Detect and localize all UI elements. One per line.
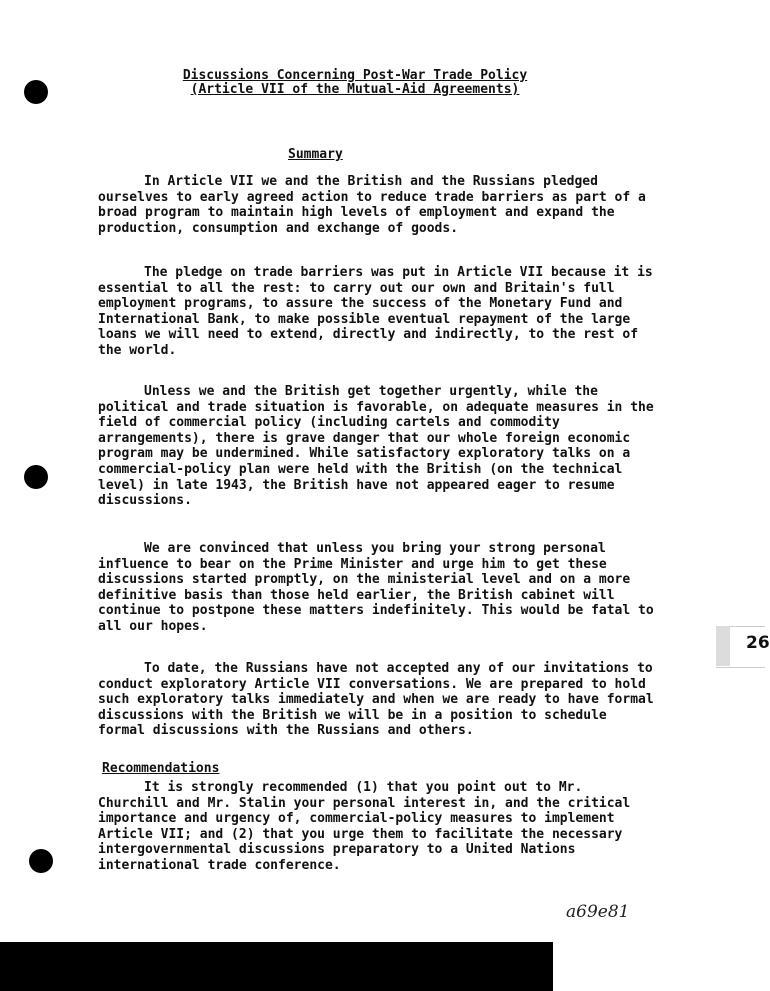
document-title-line-2: (Article VII of the Mutual-Aid Agreements) — [190, 82, 520, 97]
paragraph-british-urgency: Unless we and the British get together urgently, while the political and trade situation is favorable, on adequate measures in the field of commercial policy (including cartels and commodity arrangements), there is grave danger that our whole foreign economic program may be undermined. While satisfactory exploratory talks on a commercial-policy plan were held with the British (on the technical level) in late 1943, the British have not appeared eager to resume discussions. — [98, 384, 654, 509]
paragraph-personal-influence: We are convinced that unless you bring your strong personal influence to bear on the Prime Minister and urge him to get these discussions started promptly, on the ministerial level and on a more definitive basis than those held earlier, the British cabinet will continue to postpone these matters indefinitely. This would be fatal to all our hopes. — [98, 541, 654, 634]
paragraph-russians: To date, the Russians have not accepted any of our invitations to conduct exploratory Article VII conversations. We are prepared to hold such exploratory talks immediately and when we are ready to have formal discussions with the British we will be in a position to schedule formal discussions with the Russians and others. — [98, 661, 654, 739]
document-title-line-1: Discussions Concerning Post-War Trade Policy — [182, 68, 528, 83]
scan-border-bottom — [0, 942, 553, 991]
edge-tab-shadow — [716, 626, 730, 666]
punch-hole-middle — [24, 465, 48, 489]
paragraph-trade-barriers: The pledge on trade barriers was put in Article VII because it is essential to all the rest: to carry out our own and Britain's full employment programs, to assure the success of the Monetary Fund and International Bank, to make possible eventual repayment of the large loans we will need to extend, directly and indirectly, to the rest of the world. — [98, 265, 653, 358]
handwritten-note: a69e81 — [566, 902, 630, 922]
summary-heading: Summary — [288, 147, 343, 162]
paragraph-recommendation: It is strongly recommended (1) that you point out to Mr. Churchill and Mr. Stalin your personal interest in, and the critical importance and urgency of, commercial-policy measures to implement Article VII; and (2) that you urge them to facilitate the necessary intergovernmental discussions preparatory to a United Nations international trade conference. — [98, 780, 631, 873]
paragraph-article-vii-pledge: In Article VII we and the British and the Russians pledged ourselves to early agreed action to reduce trade barriers as part of a broad program to maintain high levels of employment and expand the production, consumption and exchange of goods. — [98, 174, 646, 236]
recommendations-heading: Recommendations — [102, 761, 220, 776]
page-number-fragment: 26 — [746, 633, 770, 653]
punch-hole-bottom — [29, 849, 53, 873]
punch-hole-top — [24, 80, 48, 104]
